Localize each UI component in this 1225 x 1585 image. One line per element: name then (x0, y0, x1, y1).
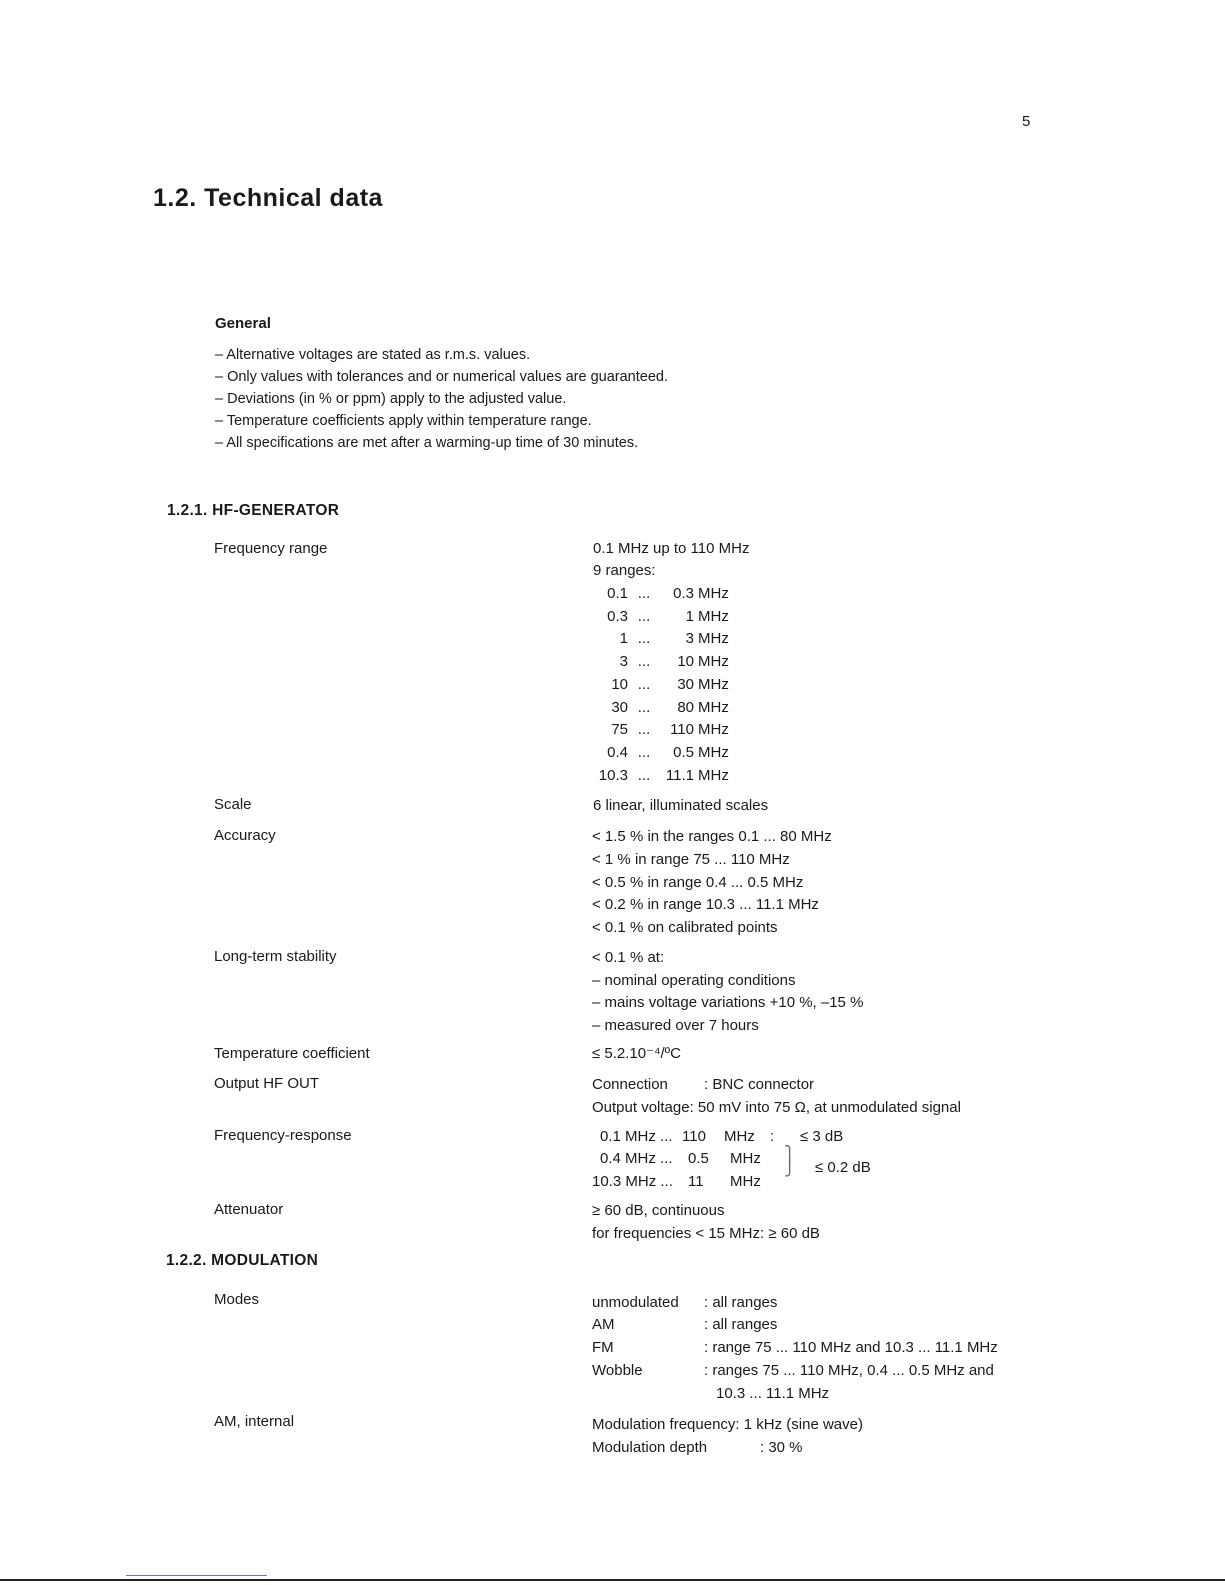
mode-row: Wobble : ranges 75 ... 110 MHz, 0.4 ... 0.5 MHz and (592, 1362, 994, 1379)
attenuator-line: for frequencies < 15 MHz: ≥ 60 dB (592, 1225, 820, 1242)
range-row: 0.1 ... 0.3 MHz (607, 585, 729, 602)
mode-row: unmodulated : all ranges (592, 1294, 778, 1311)
range-row: 1 ... 3 MHz (619, 630, 729, 647)
stability-line: – mains voltage variations +10 %, –15 % (592, 994, 864, 1011)
hf-generator-heading: 1.2.1. HF-GENERATOR (167, 502, 340, 519)
general-heading: General (215, 315, 271, 332)
frequency-range-label: Frequency range (214, 540, 328, 557)
general-bullet: – Only values with tolerances and or numerical values are guaranteed. (215, 369, 668, 385)
general-bullet: – Deviations (in % or ppm) apply to the adjusted value. (215, 391, 567, 407)
attenuator-label: Attenuator (214, 1201, 284, 1218)
accuracy-line: < 0.2 % in range 10.3 ... 11.1 MHz (592, 896, 819, 913)
accuracy-label: Accuracy (214, 827, 276, 844)
accuracy-line: < 1.5 % in the ranges 0.1 ... 80 MHz (592, 828, 832, 845)
output-label: Output HF OUT (214, 1075, 320, 1092)
modulation-heading: 1.2.2. MODULATION (166, 1252, 319, 1269)
footer-divider (0, 1579, 1225, 1581)
output-voltage: Output voltage: 50 mV into 75 Ω, at unmodulated signal (592, 1099, 961, 1116)
accuracy-line: < 1 % in range 75 ... 110 MHz (592, 851, 790, 868)
page-title: 1.2. Technical data (153, 184, 383, 212)
stability-label: Long-term stability (214, 948, 337, 965)
range-row: 0.3 ... 1 MHz (607, 608, 729, 625)
frequency-range-count: 9 ranges: (593, 562, 656, 579)
attenuator-line: ≥ 60 dB, continuous (592, 1202, 725, 1219)
mode-row: FM : range 75 ... 110 MHz and 10.3 ... 11.1 MHz (592, 1339, 998, 1356)
stability-line: – measured over 7 hours (592, 1017, 759, 1034)
accuracy-line: < 0.5 % in range 0.4 ... 0.5 MHz (592, 874, 804, 891)
modes-label: Modes (214, 1291, 260, 1308)
frequency-range-value: 0.1 MHz up to 110 MHz (593, 540, 750, 557)
range-row: 10.3 ... 11.1 MHz (598, 767, 729, 784)
range-row: 0.4 ... 0.5 MHz (607, 744, 729, 761)
output-connection: Connection : BNC connector (592, 1076, 815, 1093)
general-bullet: – Alternative voltages are stated as r.m.s. values. (215, 347, 531, 363)
scale-label: Scale (214, 796, 252, 813)
range-row: 75 ... 110 MHz (611, 721, 729, 738)
am-depth: Modulation depth : 30 % (592, 1439, 803, 1456)
page-number: 5 (1022, 113, 1031, 130)
general-bullet: – All specifications are met after a warming-up time of 30 minutes. (215, 435, 639, 451)
am-frequency: Modulation frequency: 1 kHz (sine wave) (592, 1416, 863, 1433)
general-bullet: – Temperature coefficients apply within temperature range. (215, 413, 592, 429)
range-row: 30 ... 80 MHz (611, 699, 729, 716)
freq-response-group-value: ≤ 0.2 dB (815, 1159, 871, 1176)
am-internal-label: AM, internal (214, 1413, 295, 1430)
temp-coeff-value: ≤ 5.2.10⁻⁴/ºC (592, 1045, 681, 1062)
accuracy-line: < 0.1 % on calibrated points (592, 919, 778, 936)
range-row: 3 ... 10 MHz (619, 653, 729, 670)
mode-row: AM : all ranges (592, 1316, 778, 1333)
stability-line: < 0.1 % at: (592, 949, 665, 966)
stability-line: – nominal operating conditions (592, 972, 796, 989)
freq-response-row: 0.4 MHz ... 0.5 MHz (600, 1150, 761, 1167)
mode-row-continuation: 10.3 ... 11.1 MHz (716, 1385, 830, 1402)
freq-response-label: Frequency-response (214, 1127, 352, 1144)
brace-icon: ⎫ ⎭ (784, 1146, 796, 1177)
freq-response-row: 10.3 MHz ... 11 MHz (592, 1173, 761, 1190)
temp-coeff-label: Temperature coefficient (214, 1045, 370, 1062)
scale-value: 6 linear, illuminated scales (593, 797, 769, 814)
freq-response-row: 0.1 MHz ... 110 MHz : ≤ 3 dB (600, 1128, 844, 1145)
footer-link-underline (126, 1575, 267, 1576)
range-row: 10 ... 30 MHz (611, 676, 729, 693)
